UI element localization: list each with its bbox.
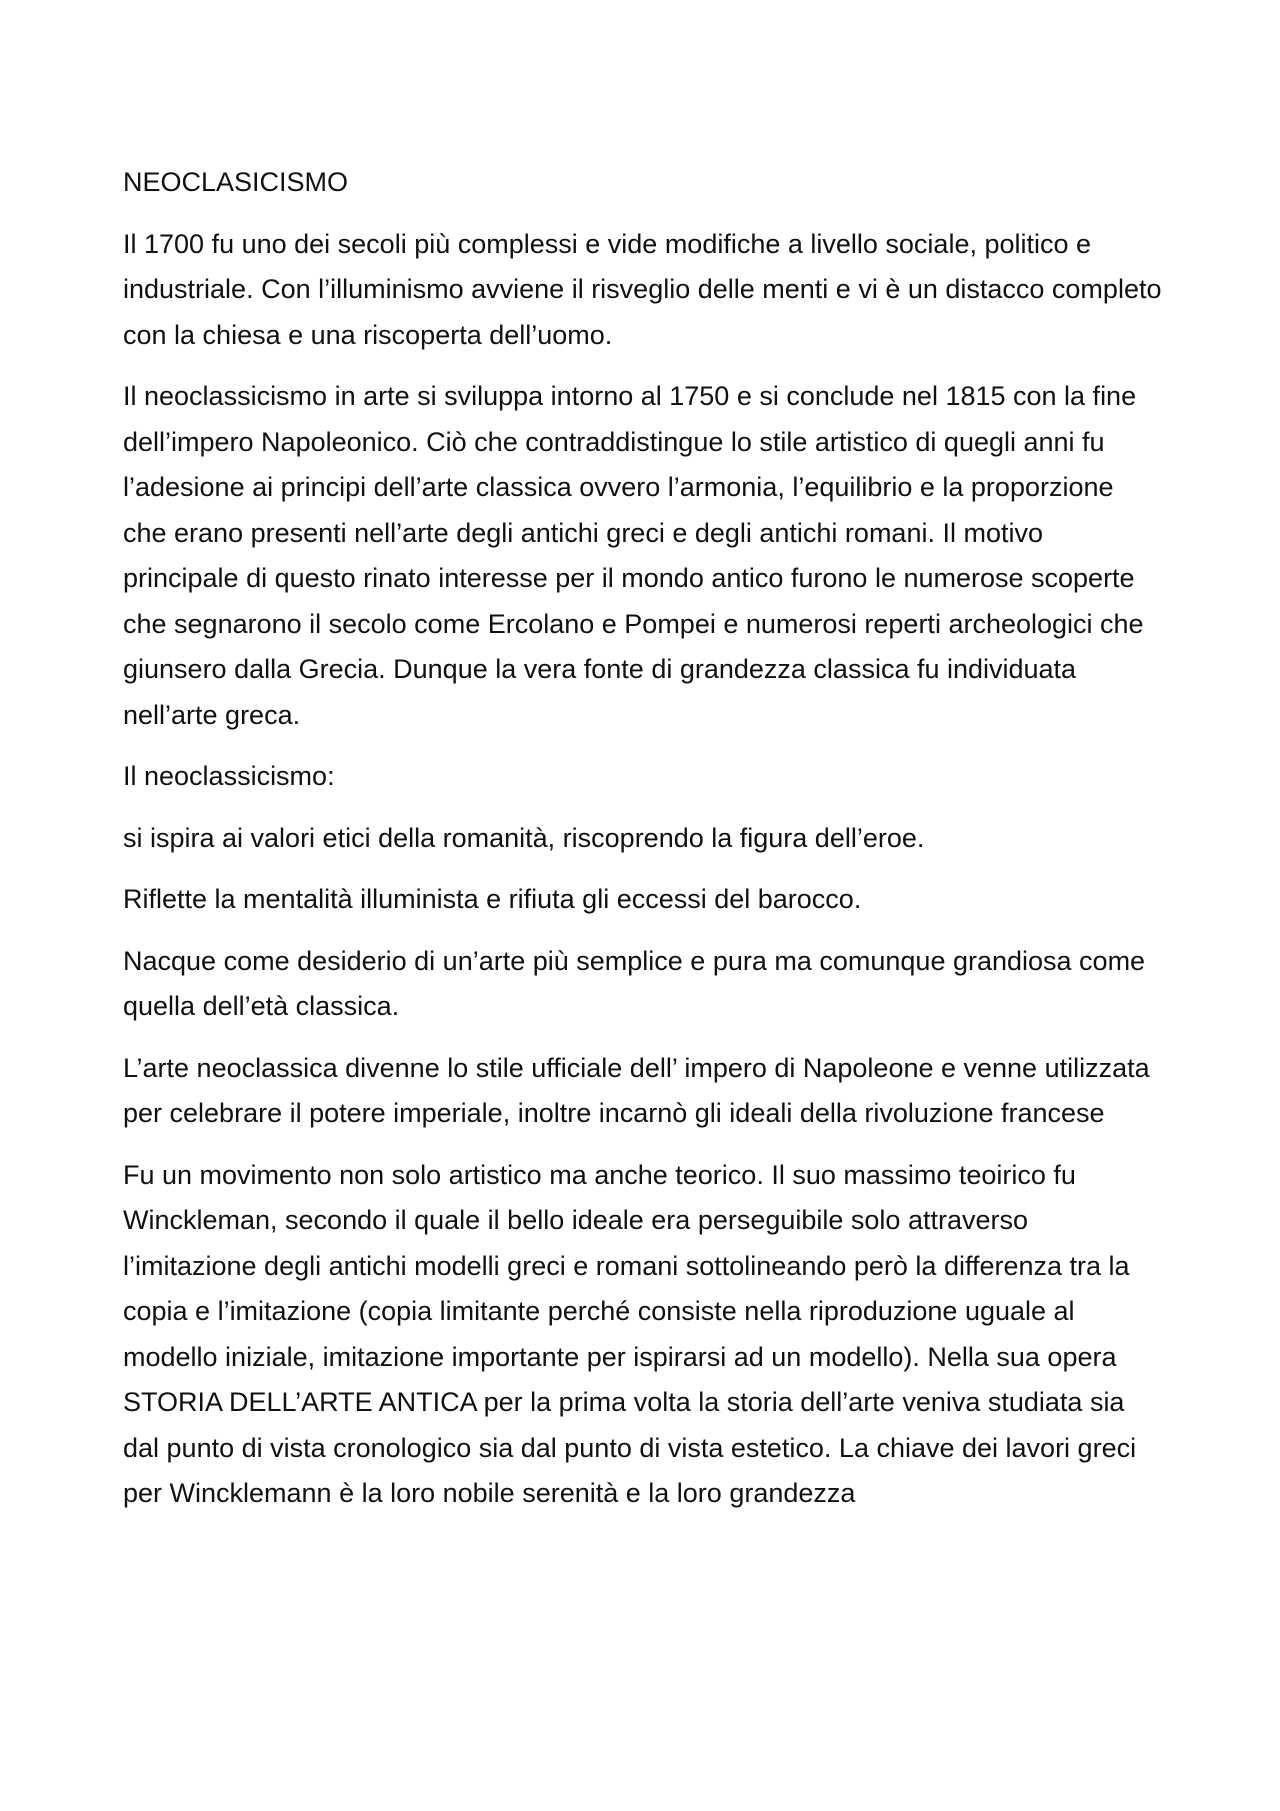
paragraph-winckelmann: Fu un movimento non solo artistico ma anche teorico. Il suo massimo teoirico fu Winckleman, secondo il quale il bello ideale era perseguibile solo attraverso l’imitazione degli antichi modelli greci e romani sottolineando però la differenza tra la copia e l’imitazione (copia limitante perché consiste nella riproduzione uguale al modello iniziale, imitazione importante per ispirarsi ad un modello). Nella sua opera STORIA DELL’ARTE ANTICA per la prima volta la storia dell’arte veniva studiata sia dal punto di vista cronologico sia dal punto di vista estetico. La chiave dei lavori greci per Wincklemann è la loro nobile serenità e la loro grandezza xyxy=(123,1159,1137,1508)
paragraph-intro: Il 1700 fu uno dei secoli più complessi e vide modifiche a livello sociale, politico e industriale. Con l’illuminismo avviene il risveglio delle menti e vi è un distacco completo con la chiesa e una riscoperta dell’uomo. xyxy=(123,228,1162,350)
document-body xyxy=(123,160,1163,1533)
paragraph-point-romanita: si ispira ai valori etici della romanità, riscoprendo la figura dell’eroe. xyxy=(123,822,925,853)
paragraph-point-napoleone: L’arte neoclassica divenne lo stile ufficiale dell’ impero di Napoleone e venne utilizzata per celebrare il potere imperiale, inoltre incarnò gli ideali della rivoluzione francese xyxy=(123,1052,1150,1128)
paragraph-point-semplicita: Nacque come desiderio di un’arte più semplice e pura ma comunque grandiosa come quella dell’età classica. xyxy=(123,945,1146,1021)
paragraph-list-heading: Il neoclassicismo: xyxy=(123,761,335,791)
document-title: NEOCLASICISMO xyxy=(123,167,349,197)
paragraph-neoclassicism-origins: Il neoclassicismo in arte si sviluppa intorno al 1750 e si conclude nel 1815 con la fine dell’impero Napoleonico. Ciò che contraddistingue lo stile artistico di quegli anni fu l’adesione ai principi dell’arte classica ovvero l’armonia, l’equilibrio e la proporzione che erano presenti nell’arte degli antichi greci e degli antichi romani. Il motivo principale di questo rinato interesse per il mondo antico furono le numerose scoperte che segnarono il secolo come Ercolano e Pompei e numerosi reperti archeologici che giunsero dalla Grecia. Dunque la vera fonte di grandezza classica fu individuata nell’arte greca. xyxy=(123,381,1144,730)
paragraph-point-illuminismo: Riflette la mentalità illuminista e rifiuta gli eccessi del barocco. xyxy=(123,884,862,914)
